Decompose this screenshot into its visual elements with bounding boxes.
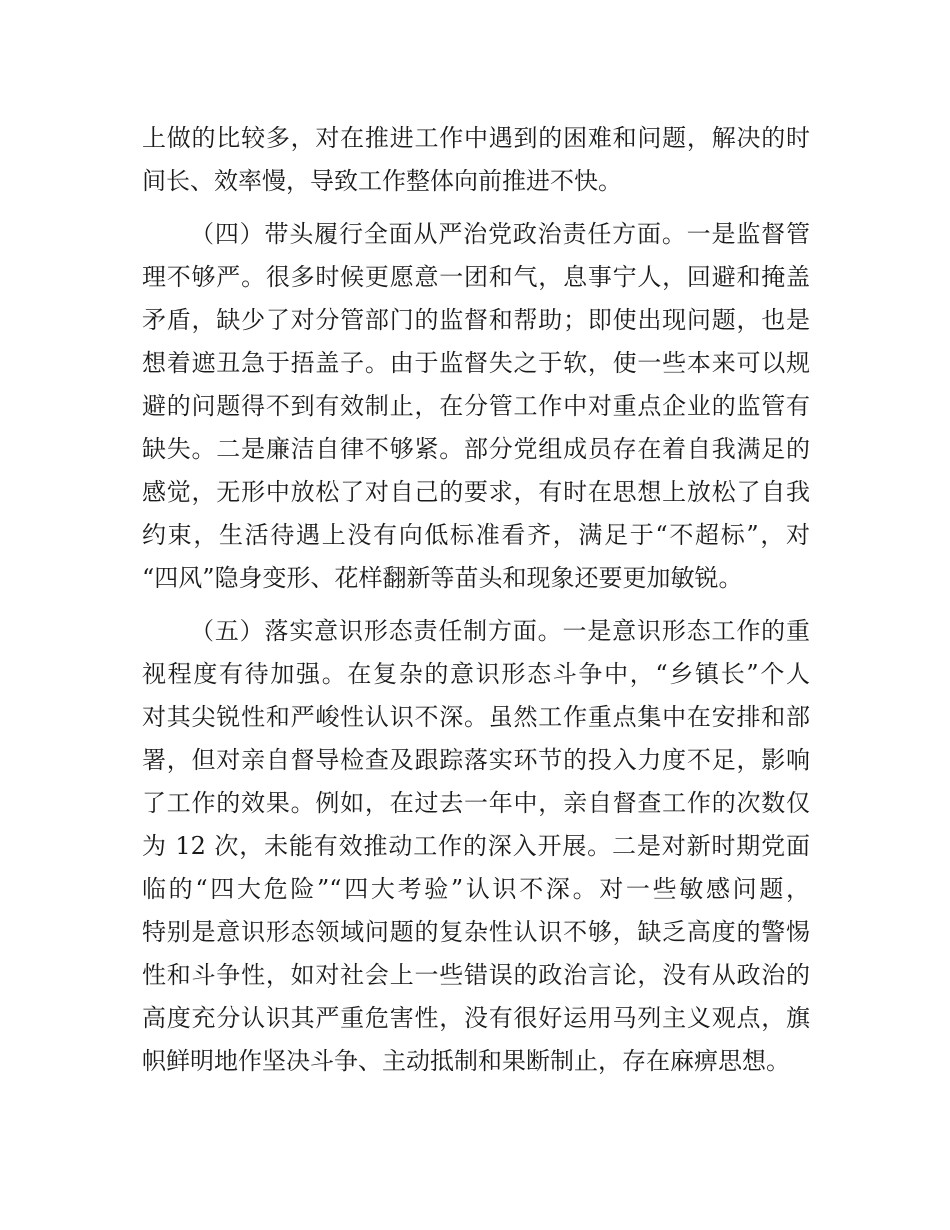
text-line: 了工作的效果。例如，在过去一年中，亲自督查工作的次数仅	[142, 789, 810, 817]
text-line: 避的问题得不到有效制止，在分管工作中对重点企业的监管有	[142, 392, 810, 420]
text-line: 缺失。二是廉洁自律不够紧。部分党组成员存在着自我满足的	[142, 435, 810, 463]
text-line: 想着遮丑急于捂盖子。由于监督失之于软，使一些本来可以规	[142, 349, 810, 377]
text-line: 上做的比较多，对在推进工作中遇到的困难和问题，解决的时	[142, 124, 810, 152]
text-line: 视程度有待加强。在复杂的意识形态斗争中，“乡镇长”个人	[142, 660, 810, 688]
text-line: 对其尖锐性和严峻性认识不深。虽然工作重点集中在安排和部	[142, 703, 810, 731]
text-line: 间长、效率慢，导致工作整体向前推进不快。	[142, 167, 622, 195]
paragraph-continuation	[142, 117, 810, 203]
text-line: 理不够严。很多时候更愿意一团和气，息事宁人，回避和掩盖	[142, 263, 810, 291]
text-line: 性和斗争性，如对社会上一些错误的政治言论，没有从政治的	[142, 961, 810, 989]
text-line: 高度充分认识其严重危害性，没有很好运用马列主义观点，旗	[142, 1004, 810, 1032]
text-line: 为 12 次，未能有效推动工作的深入开展。二是对新时期党面	[142, 832, 810, 860]
paragraph-section-four	[142, 213, 810, 600]
text-line: （五）落实意识形态责任制方面。一是意识形态工作的重	[190, 617, 810, 645]
document-page	[142, 117, 810, 1083]
paragraph-section-five	[142, 610, 810, 1083]
text-line: 帜鲜明地作坚决斗争、主动抵制和果断制止，存在麻痹思想。	[142, 1047, 790, 1075]
text-line: （四）带头履行全面从严治党政治责任方面。一是监督管	[190, 220, 810, 248]
text-line: 署，但对亲自督导检查及跟踪落实环节的投入力度不足，影响	[142, 746, 810, 774]
text-line: 约束，生活待遇上没有向低标准看齐，满足于“不超标”，对	[142, 521, 810, 549]
text-line: 临的“四大危险”“四大考验”认识不深。对一些敏感问题，	[142, 875, 810, 903]
text-line: “四风”隐身变形、花样翻新等苗头和现象还要更加敏锐。	[142, 564, 743, 592]
text-line: 矛盾，缺少了对分管部门的监督和帮助；即使出现问题，也是	[142, 306, 810, 334]
text-line: 特别是意识形态领域问题的复杂性认识不够，缺乏高度的警惕	[142, 918, 810, 946]
text-line: 感觉，无形中放松了对自己的要求，有时在思想上放松了自我	[142, 478, 810, 506]
